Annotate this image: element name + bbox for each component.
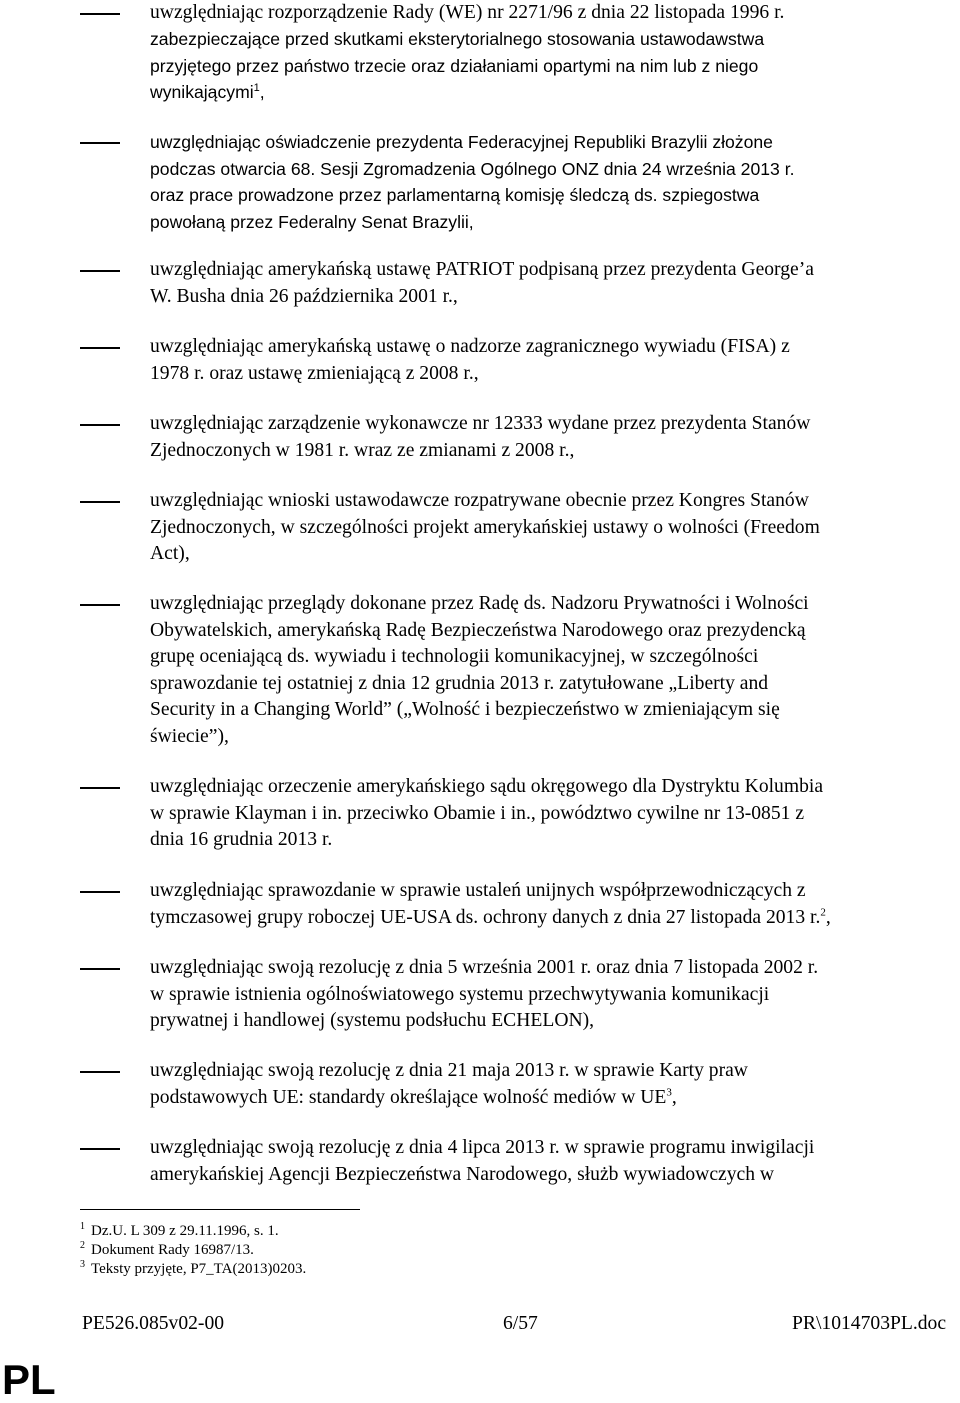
text-line: uwzględniając zarządzenie wykonawcze nr 12333 wydane przez prezydenta Stanów (150, 413, 811, 434)
footnotes (80, 1222, 306, 1279)
text-line: uwzględniając swoją rezolucję z dnia 4 lipca 2013 r. w sprawie programu inwigilacji (150, 1137, 815, 1158)
bullet-dash (80, 891, 120, 893)
footnote-reference: 1 (253, 82, 260, 95)
text-line: uwzględniając oświadczenie prezydenta Federacyjnej Republiki Brazylii złożone (150, 132, 773, 152)
bullet-dash (80, 501, 120, 503)
text-line: Security in a Changing World” („Wolność i bezpieczeństwo w zmieniającym się (150, 699, 780, 720)
page-footer (0, 1311, 960, 1337)
text-line: uwzględniając amerykańską ustawę o nadzorze zagranicznego wywiadu (FISA) z (150, 336, 790, 357)
text-line: przyjętego przez państwo trzecie oraz działaniami opartymi na nim lub z niego (150, 55, 759, 76)
bullet-dash (80, 1148, 120, 1150)
footnote-text: Teksty przyjęte, P7_TA(2013)0203. (91, 1261, 307, 1277)
footnote-text: Dz.U. L 309 z 29.11.1996, s. 1. (91, 1223, 279, 1239)
text-line: uwzględniając amerykańską ustawę PATRIOT podpisaną przez prezydenta George’a (150, 259, 814, 280)
footnote-2 (80, 1241, 306, 1260)
text-line: Act), (150, 543, 190, 564)
text-line: powołaną przez Federalny Senat Brazylii, (150, 211, 474, 232)
text-line: uwzględniając wnioski ustawodawcze rozpatrywane obecnie przez Kongres Stanów (150, 490, 809, 511)
text-line: oraz prace prowadzone przez parlamentarną komisję śledczą ds. szpiegostwa (150, 185, 760, 205)
bullet-dash (80, 968, 120, 970)
footnote-reference: 3 (666, 1085, 672, 1098)
text-line: uwzględniając rozporządzenie Rady (WE) nr 2271/96 z dnia 22 listopada 1996 r. (150, 2, 785, 23)
text-line: 1978 r. oraz ustawę zmieniającą z 2008 r., (150, 362, 479, 384)
text-line: amerykańskiej Agencji Bezpieczeństwa Narodowego, służb wywiadowczych w (150, 1163, 775, 1185)
text-line: Zjednoczonych, w szczególności projekt amerykańskiej ustawy o wolności (Freedom (150, 516, 820, 538)
footnote-reference: 2 (820, 905, 826, 918)
text-line: w sprawie istnienia ogólnoświatowego systemu przechwytywania komunikacji (150, 983, 770, 1005)
text-line: wynikającymi$^1$, (150, 82, 265, 102)
recital-text (150, 129, 950, 235)
recital-text (150, 257, 950, 310)
bullet-dash (80, 13, 120, 15)
footnote-number: 1 (80, 1221, 85, 1232)
recital-text (150, 1135, 950, 1188)
text-line: Obywatelskich, amerykańską Radę Bezpieczeństwa Narodowego oraz prezydencką (150, 619, 806, 641)
text-line: uwzględniając przeglądy dokonane przez Radę ds. Nadzoru Prywatności i Wolności (150, 593, 809, 614)
bullet-dash (80, 347, 120, 349)
bullet-dash (80, 270, 120, 272)
text-line: uwzględniając sprawozdanie w sprawie ustaleń unijnych współprzewodniczących z (150, 880, 806, 901)
bullet-dash (80, 142, 120, 144)
text-line: podstawowych UE: standardy określające wolność mediów w $UE^3$, (150, 1085, 677, 1108)
text-line: uwzględniając swoją rezolucję z dnia 21 maja 2013 r. w sprawie Karty praw (150, 1060, 748, 1081)
text-line: prywatnej i handlowej (systemu podsłuchu ECHELON), (150, 1010, 595, 1031)
recital-text (150, 878, 950, 931)
footnote-3 (80, 1260, 306, 1279)
text-line: Zjednoczonych w 1981 r. wraz ze zmianami z 2008 r., (150, 439, 575, 461)
document-reference: PE526.085v02-00 (82, 1313, 225, 1334)
text-line: tymczasowej grupy roboczej UE-USA ds. ochrony danych z dnia 27 listopada 2013 r.$^2$, (150, 905, 831, 928)
recital-text (150, 955, 950, 1035)
recital-text (150, 591, 950, 750)
recital-text (150, 488, 950, 568)
bullet-dash (80, 604, 120, 606)
text-line: w sprawie Klayman i in. przeciwko Obamie i in., powództwo cywilne nr 13-0851 z (150, 802, 805, 824)
recital-text (150, 411, 950, 464)
text-line: uwzględniając orzeczenie amerykańskiego sądu okręgowego dla Dystryktu Kolumbia (150, 776, 824, 797)
text-line: podczas otwarcia 68. Sesji Zgromadzenia Ogólnego ONZ dnia 24 września 2013 r. (150, 158, 795, 179)
footnote-text: Dokument Rady 16987/13. (91, 1242, 254, 1258)
recital-text (150, 334, 950, 387)
footnote-separator (80, 1209, 360, 1210)
text-line: grupę oceniającą ds. wywiadu i technologii komunikacyjnej, w szczególności (150, 646, 759, 667)
footnote-number: 2 (80, 1240, 85, 1251)
text-line: sprawozdanie tej ostatniej z dnia 12 grudnia 2013 r. zatytułowane „Liberty and (150, 672, 769, 694)
recital-text (150, 0, 950, 27)
text-line: W. Busha dnia 26 października 2001 r., (150, 285, 458, 307)
recital-text (150, 1058, 950, 1111)
language-code: PL (2, 1356, 56, 1403)
text-line: uwzględniając swoją rezolucję z dnia 5 września 2001 r. oraz dnia 7 listopada 2002 r. (150, 957, 819, 978)
bullet-dash (80, 787, 120, 789)
file-name: PR\1014703PL.doc (792, 1313, 947, 1334)
bullet-dash (80, 1071, 120, 1073)
footnote-number: 3 (80, 1259, 85, 1270)
text-line: zabezpieczające przed skutkami eksterytorialnego stosowania ustawodawstwa (150, 29, 765, 49)
footnote-1 (80, 1222, 306, 1241)
recital-text (150, 26, 950, 132)
text-line: świecie”), (150, 725, 229, 747)
page-number: 6/57 (503, 1313, 538, 1334)
bullet-dash (80, 424, 120, 426)
recital-text (150, 774, 950, 854)
text-line: dnia 16 grudnia 2013 r. (150, 829, 333, 850)
